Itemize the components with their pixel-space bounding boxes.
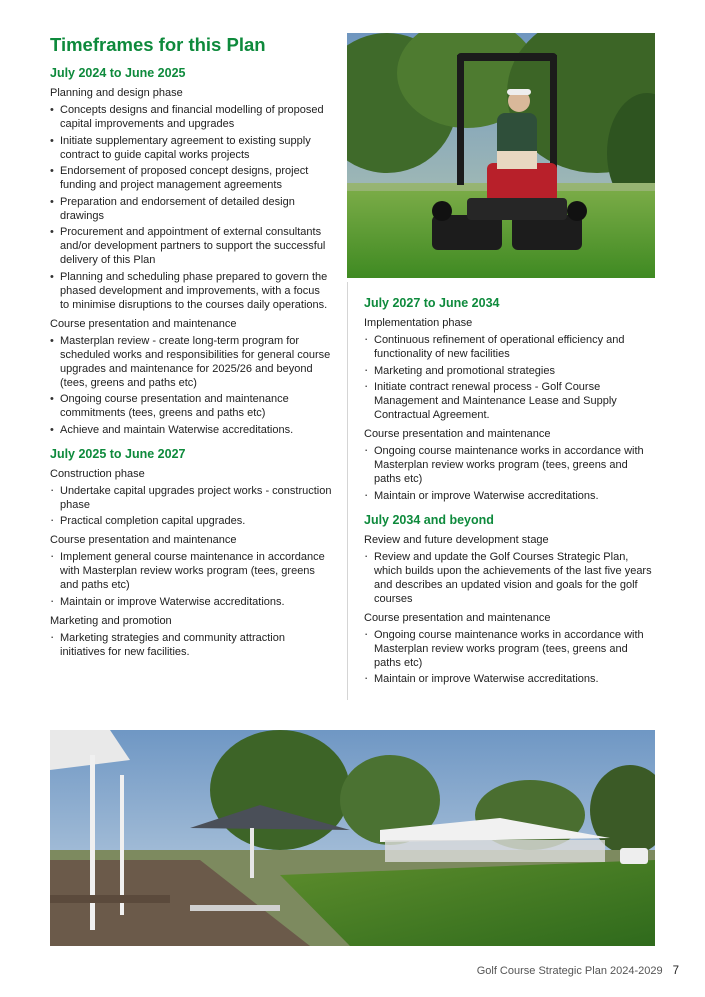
list-item: · Ongoing course maintenance works in accordance with Masterplan review works program (tees, greens and paths etc)	[364, 628, 656, 670]
phase-subheading: Course presentation and maintenance	[50, 317, 237, 330]
phase-subheading: Construction phase	[50, 467, 145, 480]
bullet-list	[50, 334, 332, 437]
list-item: · Implement general course maintenance in accordance with Masterplan review works program (tees, greens and paths etc)	[50, 550, 332, 592]
bullet-list	[50, 631, 332, 659]
list-item: • Preparation and endorsement of detailed design drawings	[50, 195, 332, 223]
list-item: • Masterplan review - create long-term program for scheduled works and responsibilities for general course upgrades and maintenance for 2025/26 and beyond (tees, greens and paths etc)	[50, 334, 332, 390]
left-column	[50, 66, 332, 661]
phase-subheading: Implementation phase	[364, 317, 473, 329]
bullet-list	[364, 628, 656, 687]
right-column	[364, 296, 656, 689]
column-divider	[347, 282, 348, 700]
list-item: · Marketing strategies and community attraction initiatives for new facilities.	[50, 631, 332, 659]
list-item: · Review and update the Golf Courses Strategic Plan, which builds upon the achievements of the last five years and describes an updated vision and goals for the golf courses	[364, 550, 656, 606]
list-item: · Marketing and promotional strategies	[364, 364, 656, 378]
list-item: · Maintain or improve Waterwise accreditations.	[364, 672, 656, 686]
phase-subheading: Course presentation and maintenance	[364, 428, 551, 440]
list-item: · Maintain or improve Waterwise accreditations.	[50, 595, 332, 609]
list-item: • Endorsement of proposed concept designs, project funding and project management agreements	[50, 164, 332, 192]
list-item: · Continuous refinement of operational efficiency and functionality of new facilities	[364, 333, 656, 361]
page-title: Timeframes for this Plan	[50, 34, 266, 55]
footer-text: Golf Course Strategic Plan 2024-2029	[476, 965, 663, 977]
list-item: · Undertake capital upgrades project works - construction phase	[50, 484, 332, 512]
list-item: • Procurement and appointment of external consultants and/or development partners to support the successful delivery of this Plan	[50, 225, 332, 267]
list-item: • Concepts designs and financial modelling of proposed capital improvements and upgrades	[50, 103, 332, 131]
phase-subheading: Review and future development stage	[364, 533, 549, 546]
phase-subheading: Course presentation and maintenance	[50, 534, 237, 546]
list-item: • Achieve and maintain Waterwise accreditations.	[50, 423, 332, 437]
period-heading: July 2027 to June 2034	[364, 296, 500, 310]
clubhouse-render-photo	[50, 730, 655, 946]
list-item: • Initiate supplementary agreement to existing supply contract to guide capital works projects	[50, 134, 332, 162]
phase-subheading: Marketing and promotion	[50, 614, 172, 627]
phase-subheading: Planning and design phase	[50, 87, 183, 99]
list-item: • Ongoing course presentation and maintenance commitments (tees, greens and paths etc)	[50, 392, 332, 420]
page-footer	[477, 965, 679, 977]
bullet-list	[364, 550, 656, 606]
mower-photo	[347, 33, 655, 278]
list-item: · Practical completion capital upgrades.	[50, 514, 332, 528]
bullet-list	[364, 333, 656, 422]
period-heading: July 2025 to June 2027	[50, 446, 186, 461]
page-number: 7	[672, 965, 679, 977]
list-item: · Maintain or improve Waterwise accreditations.	[364, 489, 656, 503]
bullet-list	[50, 550, 332, 609]
bullet-list	[50, 484, 332, 529]
period-heading: July 2034 and beyond	[364, 512, 494, 527]
list-item: · Initiate contract renewal process - Golf Course Management and Maintenance Lease and Supply Contractual Agreement.	[364, 380, 656, 422]
phase-subheading: Course presentation and maintenance	[364, 611, 551, 624]
list-item: · Ongoing course maintenance works in accordance with Masterplan review works program (tees, greens and paths etc)	[364, 444, 656, 486]
bullet-list	[364, 444, 656, 503]
period-heading: July 2024 to June 2025	[50, 66, 186, 80]
bullet-list	[50, 103, 332, 312]
list-item: • Planning and scheduling phase prepared to govern the phased development and improvements, with a focus to minimise disruptions to the courses daily operations.	[50, 270, 332, 312]
